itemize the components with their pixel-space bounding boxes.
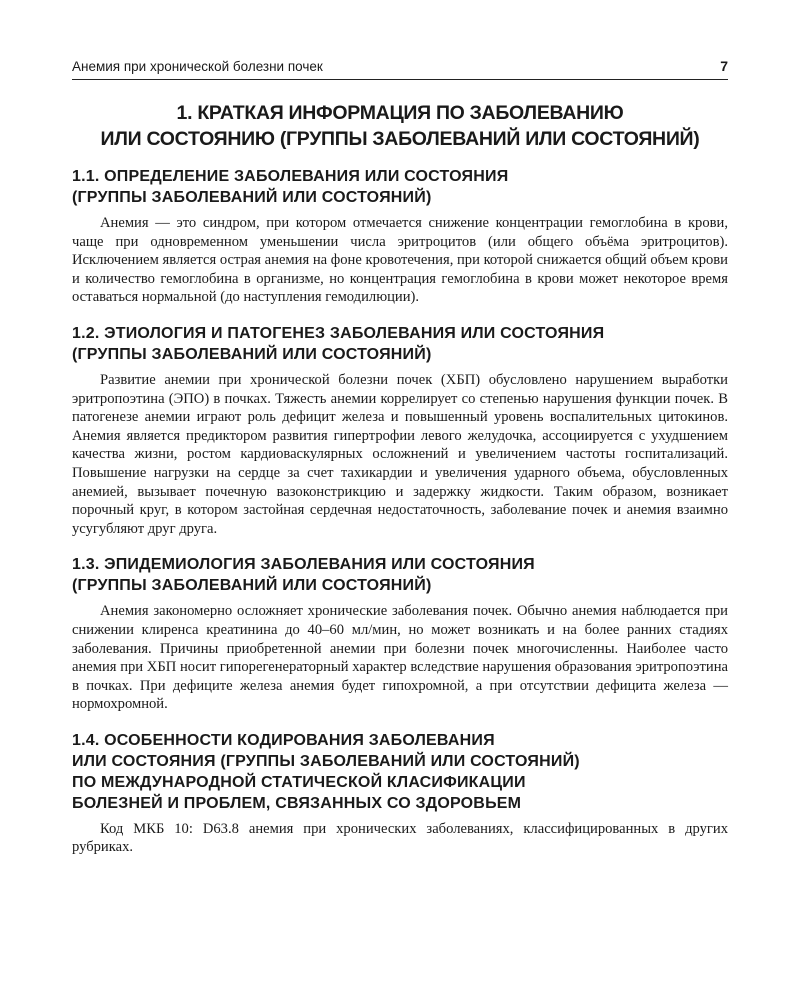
section-heading-line: 1.4. ОСОБЕННОСТИ КОДИРОВАНИЯ ЗАБОЛЕВАНИЯ [72,731,495,749]
page-number: 7 [720,58,728,74]
section-heading [72,323,728,365]
chapter-title-line: 1. КРАТКАЯ ИНФОРМАЦИЯ ПО ЗАБОЛЕВАНИЮ [176,102,624,124]
section-heading-line: 1.1. ОПРЕДЕЛЕНИЕ ЗАБОЛЕВАНИЯ ИЛИ СОСТОЯНИЯ [72,168,509,185]
section-heading-line: (ГРУППЫ ЗАБОЛЕВАНИЙ ИЛИ СОСТОЯНИЙ) [72,345,432,363]
section-paragraph: Код МКБ 10: D63.8 анемия при хронических заболеваниях, классифицированных в других рубриках. [72,820,728,856]
section-paragraph: Анемия закономерно осложняет хронические заболевания почек. Обычно анемия наблюдается при снижении клиренса креатинина до 40–60 мл/мин, но может возникать и на более ранних стадиях заболевания. Причины приобретенной анемии при болезни почек многочисленны. Наиболее часто анемия при ХБП носит гипорегенераторный характер вследствие нарушения образования эритропоэтина в почках. При дефиците железа анемия будет гипохромной, а при отсутствии дефицита железа — нормохромной. [72,603,728,713]
page-content [72,100,728,873]
section-1-4 [72,730,728,857]
running-header [72,58,728,80]
section-heading-line: ПО МЕЖДУНАРОДНОЙ СТАТИЧЕСКОЙ КЛАСИФИКАЦИИ [72,773,526,791]
section-1-1 [72,166,728,307]
section-1-3 [72,554,728,714]
section-heading-line: 1.3. ЭПИДЕМИОЛОГИЯ ЗАБОЛЕВАНИЯ ИЛИ СОСТОЯНИЯ [72,556,535,574]
section-heading [72,730,728,814]
running-head-title: Анемия при хронической болезни почек [72,59,323,74]
section-heading-line: (ГРУППЫ ЗАБОЛЕВАНИЙ ИЛИ СОСТОЯНИЙ) [72,577,432,595]
section-paragraph: Развитие анемии при хронической болезни почек (ХБП) обусловлено нарушением выработки эритропоэтина (ЭПО) в почках. Тяжесть анемии коррелирует со степенью нарушения функции почек. В патогенезе анемии играют роль дефицит железа и повышенный уровень воспалительных цитокинов. Анемия является предиктором развития гипертрофии левого желудочка, ассоциируется с ухудшением качества жизни, ростом кардиоваскулярных осложнений и увеличением частоты госпитализаций. Повышение нагрузки на сердце за счет тахикардии и увеличения ударного объема, обусловленных анемией, вызывает почечную вазоконстрикцию и задержку жидкости. Таким образом, возникает порочный круг, в котором застойная сердечная недостаточность, заболевание почек и анемия взаимно усугубляют друг друга. [72,371,728,537]
section-heading-line: (ГРУППЫ ЗАБОЛЕВАНИЙ ИЛИ СОСТОЯНИЙ) [72,189,432,206]
section-heading [72,554,728,596]
chapter-title [72,100,728,152]
section-heading-line: БОЛЕЗНЕЙ И ПРОБЛЕМ, СВЯЗАННЫХ СО ЗДОРОВЬЕМ [72,794,522,812]
section-1-2 [72,323,728,538]
section-paragraph: Анемия — это синдром, при котором отмечается снижение концентрации гемоглобина в крови, чаще при одновременном уменьшении числа эритроцитов (или общего объёма эритроцитов). Исключением является острая анемия на фоне кровотечения, при которой снижается общий объем крови и количество гемоглобина в организме, но концентрация гемоглобина в крови может некоторое время оставаться нормальной (до наступления гемодилюции). [72,215,728,306]
section-heading-line: ИЛИ СОСТОЯНИЯ (ГРУППЫ ЗАБОЛЕВАНИЙ ИЛИ СОСТОЯНИЙ) [72,752,580,770]
chapter-title-line: ИЛИ СОСТОЯНИЮ (ГРУППЫ ЗАБОЛЕВАНИЙ ИЛИ СОСТОЯНИЙ) [100,128,700,150]
section-heading [72,166,728,208]
section-heading-line: 1.2. ЭТИОЛОГИЯ И ПАТОГЕНЕЗ ЗАБОЛЕВАНИЯ ИЛИ СОСТОЯНИЯ [72,324,605,342]
